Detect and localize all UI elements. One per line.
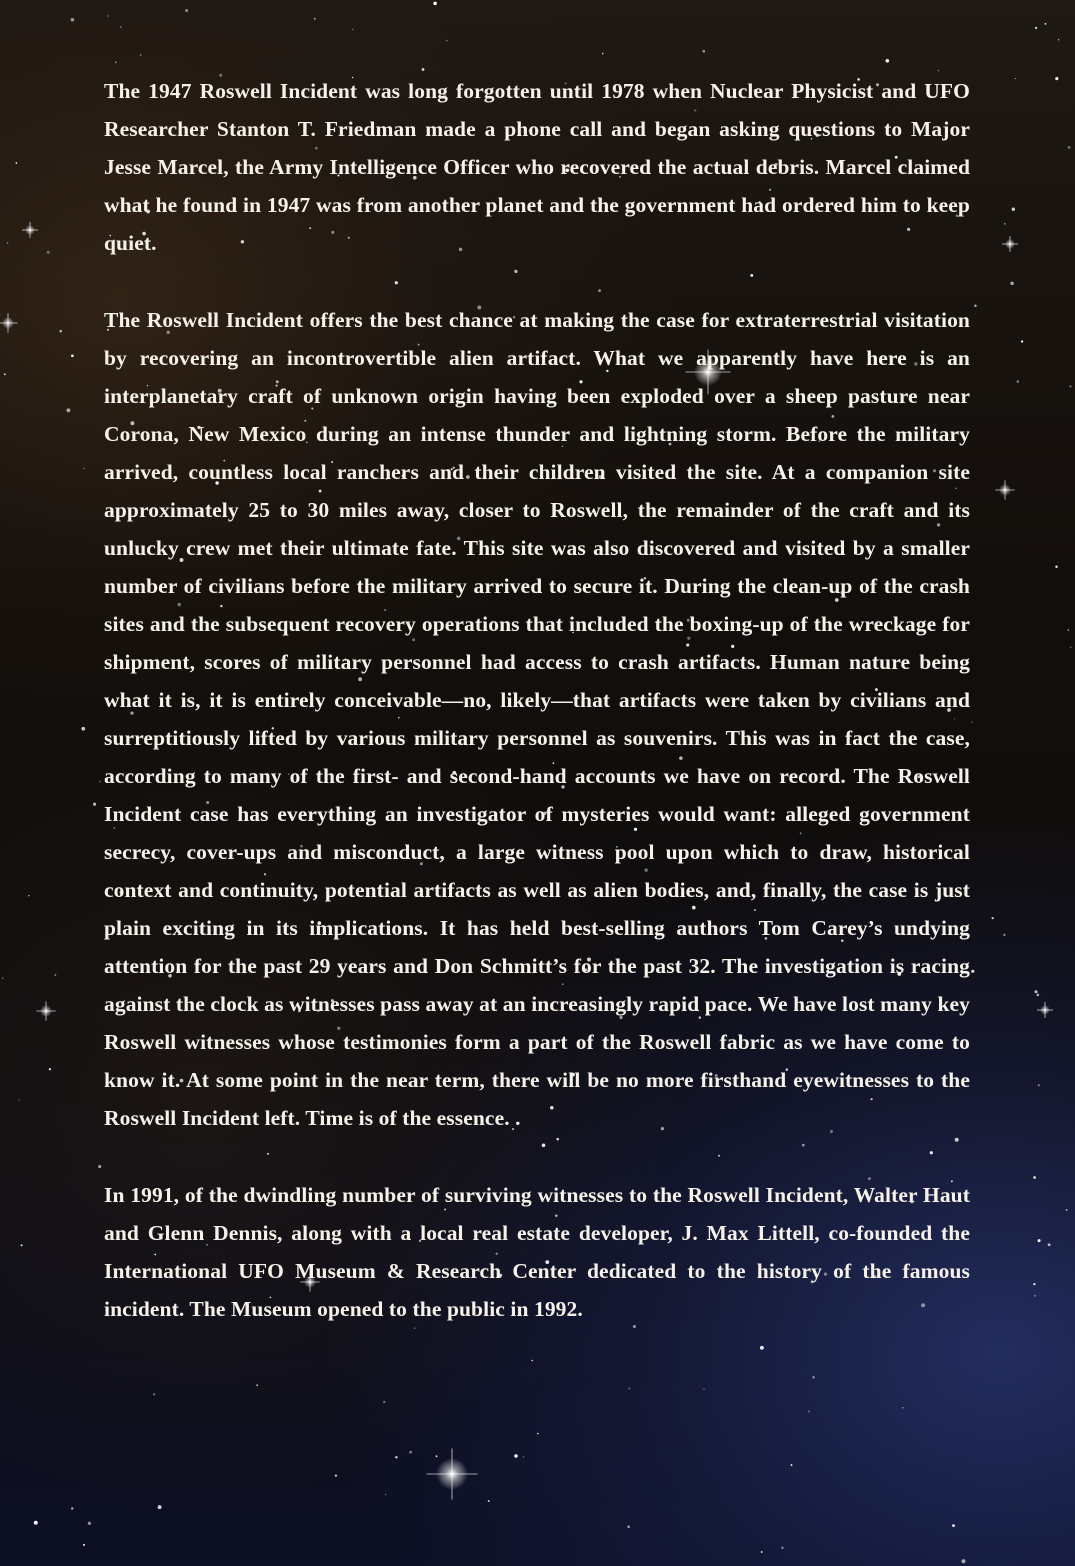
- star: [1058, 39, 1059, 40]
- star: [4, 373, 6, 375]
- star: [523, 1456, 524, 1457]
- star: [409, 1451, 412, 1454]
- star: [962, 1559, 966, 1563]
- star: [83, 1544, 85, 1546]
- star: [1070, 647, 1072, 649]
- star: [1045, 23, 1047, 25]
- star: [1037, 994, 1040, 997]
- star: [1055, 566, 1057, 568]
- star: [49, 1068, 51, 1070]
- star: [446, 40, 447, 41]
- star: [71, 1507, 73, 1509]
- star: [395, 1456, 397, 1458]
- star: [1021, 340, 1023, 342]
- star: [21, 1244, 23, 1246]
- star: [1055, 77, 1058, 80]
- star: [886, 59, 890, 63]
- star: [1038, 1084, 1040, 1086]
- star: [602, 53, 604, 55]
- star: [992, 917, 994, 919]
- bright-star: [22, 222, 38, 238]
- star: [760, 1346, 764, 1350]
- bright-star: [995, 480, 1014, 499]
- star: [88, 1522, 91, 1525]
- star: [1004, 223, 1005, 224]
- bright-star: [1002, 236, 1018, 252]
- star: [314, 18, 316, 20]
- star: [1035, 27, 1037, 29]
- star: [81, 727, 85, 731]
- star: [791, 1464, 793, 1466]
- bright-star: [36, 1001, 55, 1020]
- star: [1038, 1239, 1041, 1242]
- star: [1070, 385, 1072, 387]
- star: [1017, 380, 1020, 383]
- star: [335, 1474, 337, 1476]
- star: [158, 1505, 162, 1509]
- star: [1033, 1283, 1035, 1285]
- star: [28, 895, 29, 896]
- star: [1012, 208, 1015, 211]
- star: [99, 781, 101, 783]
- bright-star: [0, 313, 18, 332]
- paragraph-museum: In 1991, of the dwindling number of surviving witnesses to the Roswell Incident, Walter Haut and Glenn Dennis, along with a local real estate developer, J. Max Littell, co-founded the International UFO Museum & Research Center dedicated to the history of the famous incident. The Museum opened to the public in 1992.: [104, 1183, 970, 1321]
- star: [185, 9, 188, 12]
- star: [422, 68, 425, 71]
- star: [34, 1521, 38, 1525]
- star: [808, 1411, 810, 1413]
- star: [971, 970, 974, 973]
- star: [18, 1099, 19, 1100]
- paragraph-incident: The Roswell Incident offers the best chance at making the case for extraterrestrial visitation by recovering an incontrovertible alien artifact. What we apparently have here is an interplanetary craft of unknown origin having been exploded over a sheep pasture near Corona, New Mexico during an intense thunder and lightning storm. Before the military arrived, countless local ranchers and their children visited the site. At a companion site approximately 25 to 30 miles away, closer to Roswell, the remainder of the craft and its unlucky crew met their ultimate fate. This site was also discovered and visited by a smaller number of civilians before the military arrived to secure it. During the clean-up of the crash sites and the subsequent recovery operations that included the boxing-up of the wreckage for shipment, scores of military personnel had access to crash artifacts. Human nature being what it is, it is entirely conceivable—no, likely—that artifacts were taken by civilians and surreptitiously lifted by various military personnel as souvenirs. This was in fact the case, according to many of the first- and second-hand accounts we have on record. The Roswell Incident case has everything an investigator of mysteries would want: alleged government secrecy, cover-ups and misconduct, a large witness pool upon which to draw, historical context and continuity, potential artifacts as well as alien bodies, and, finally, the case is just plain exciting in its implications. It has held best-selling authors Tom Carey’s undying attention for the past 29 years and Don Schmitt’s for the past 32. The investigation is racing against the clock as witnesses pass away at an increasingly rapid pace. We have lost many key Roswell witnesses whose testimonies form a part of the Roswell fabric as we have come to know it. At some point in the near term, there will be no more firsthand eyewitnesses to the Roswell Incident left. Time is of the essence. .: [104, 308, 970, 1130]
- star: [140, 54, 142, 56]
- star: [1068, 146, 1071, 149]
- star: [531, 1360, 533, 1362]
- star: [256, 1384, 258, 1386]
- bright-star: [426, 1448, 477, 1499]
- star: [55, 974, 57, 976]
- star: [83, 467, 85, 469]
- star: [1035, 990, 1038, 993]
- bright-star: [1037, 1002, 1053, 1018]
- star: [107, 15, 108, 16]
- star: [703, 50, 706, 53]
- star: [433, 2, 437, 6]
- star: [1033, 1176, 1036, 1179]
- star: [436, 1455, 438, 1457]
- star: [98, 1165, 101, 1168]
- star: [537, 1433, 539, 1435]
- star: [47, 251, 50, 254]
- star: [628, 1387, 630, 1389]
- star: [781, 1546, 784, 1549]
- star: [1034, 1295, 1036, 1297]
- star: [66, 408, 70, 412]
- star: [153, 1393, 155, 1395]
- star: [974, 305, 976, 307]
- star: [120, 26, 121, 27]
- star: [488, 1500, 490, 1502]
- star: [1066, 1209, 1068, 1211]
- star: [812, 1376, 814, 1378]
- star: [761, 1551, 763, 1553]
- star: [115, 61, 117, 63]
- star: [703, 1388, 704, 1389]
- star: [352, 29, 353, 30]
- star: [2, 977, 4, 979]
- star: [93, 803, 96, 806]
- star: [16, 162, 18, 164]
- star: [627, 1525, 630, 1528]
- star: [1015, 78, 1016, 79]
- star: [902, 1407, 904, 1409]
- star: [972, 722, 973, 723]
- star: [952, 1524, 955, 1527]
- star: [7, 242, 8, 243]
- star: [1048, 1243, 1051, 1246]
- star: [71, 354, 74, 357]
- star: [1068, 629, 1070, 631]
- star: [71, 18, 75, 22]
- star: [59, 330, 62, 333]
- paragraph-intro: The 1947 Roswell Incident was long forgotten until 1978 when Nuclear Physicist and UFO Researcher Stanton T. Friedman made a phone call and began asking questions to Major Jesse Marcel, the Army Intelligence Officer who recovered the actual debris. Marcel claimed what he found in 1947 was from another planet and the government had ordered him to keep quiet.: [104, 79, 970, 255]
- star: [1003, 934, 1005, 936]
- star: [514, 1454, 517, 1457]
- star: [383, 1401, 385, 1403]
- text-panel: [104, 72, 970, 1328]
- star: [1010, 282, 1013, 285]
- star: [385, 1494, 387, 1496]
